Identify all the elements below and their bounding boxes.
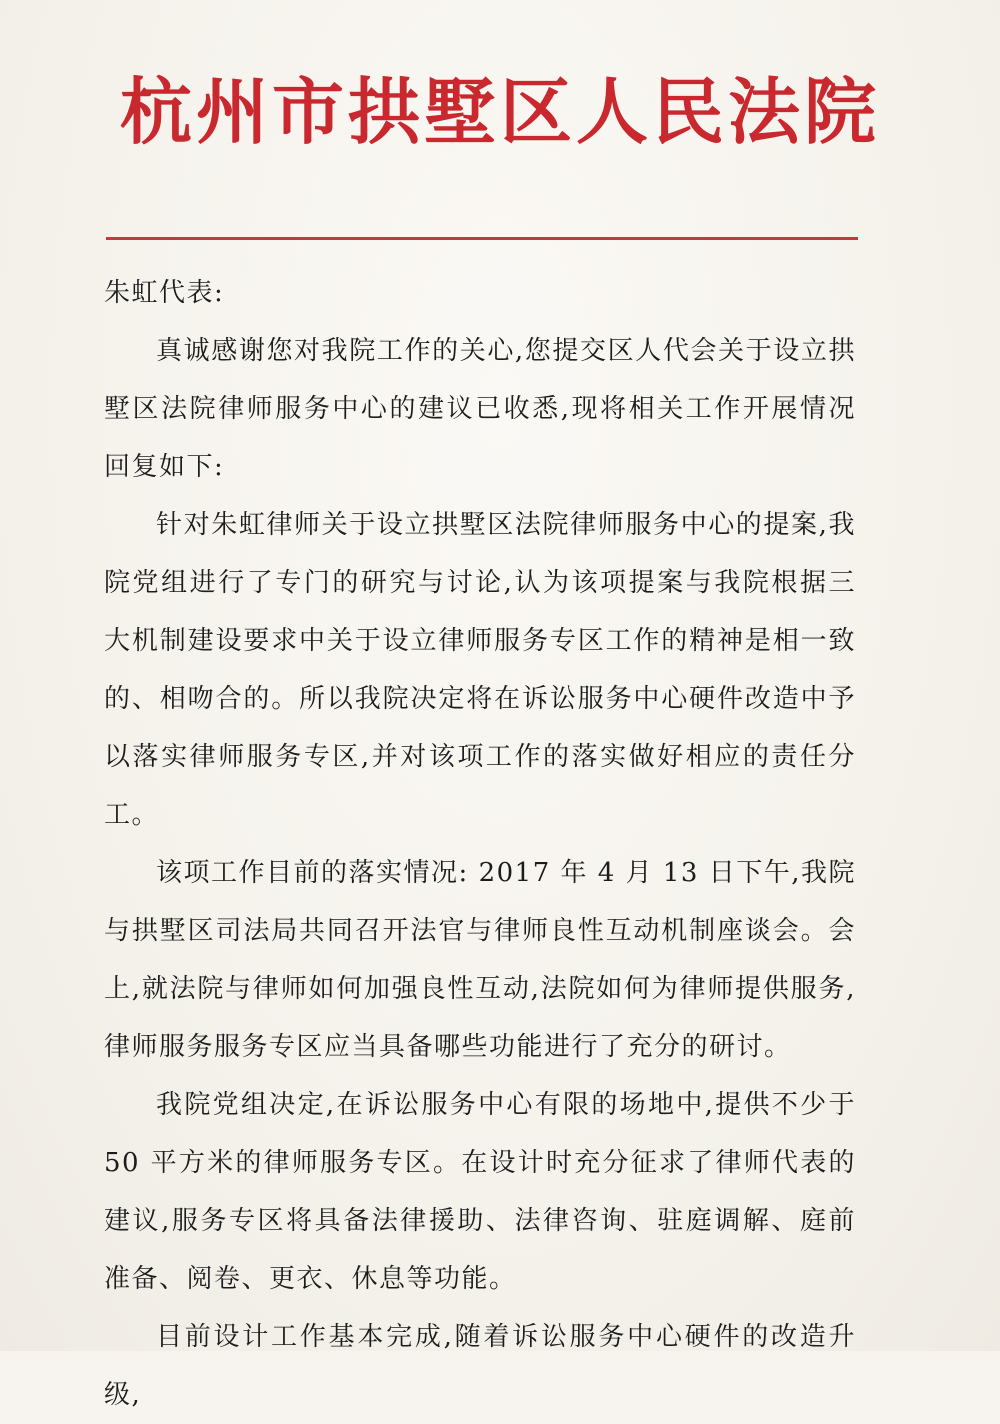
- letterhead-title: 杭州市拱墅区人民法院: [119, 69, 880, 154]
- paragraph-5: 目前设计工作基本完成,随着诉讼服务中心硬件的改造升级,: [104, 1322, 856, 1410]
- paragraph-1: 真诚感谢您对我院工作的关心,您提交区人代会关于设立拱墅区法院律师服务中心的建议已收悉,现将相关工作开展情况回复如下:: [104, 336, 856, 482]
- paragraph-3: 该项工作目前的落实情况: 2017 年 4 月 13 日下午,我院与拱墅区司法局共同召开法官与律师良性互动机制座谈会。会上,就法院与律师如何加强良性互动,法院如何为律师提供服务,律师服务服务专区应当具备哪些功能进行了充分的研讨。: [104, 858, 856, 1062]
- paragraph-4: 我院党组决定,在诉讼服务中心有限的场地中,提供不少于 50 平方米的律师服务专区。在设计时充分征求了律师代表的建议,服务专区将具备法律援助、法律咨询、驻庭调解、庭前准备、阅卷、更衣、休息等功能。: [104, 1090, 856, 1294]
- letterhead-divider: [106, 237, 858, 240]
- salutation: 朱虹代表:: [104, 278, 225, 308]
- letter-body: [104, 264, 856, 1424]
- paragraph-2: 针对朱虹律师关于设立拱墅区法院律师服务中心的提案,我院党组进行了专门的研究与讨论,认为该项提案与我院根据三大机制建设要求中关于设立律师服务专区工作的精神是相一致的、相吻合的。所以我院决定将在诉讼服务中心硬件改造中予以落实律师服务专区,并对该项工作的落实做好相应的责任分工。: [104, 510, 856, 830]
